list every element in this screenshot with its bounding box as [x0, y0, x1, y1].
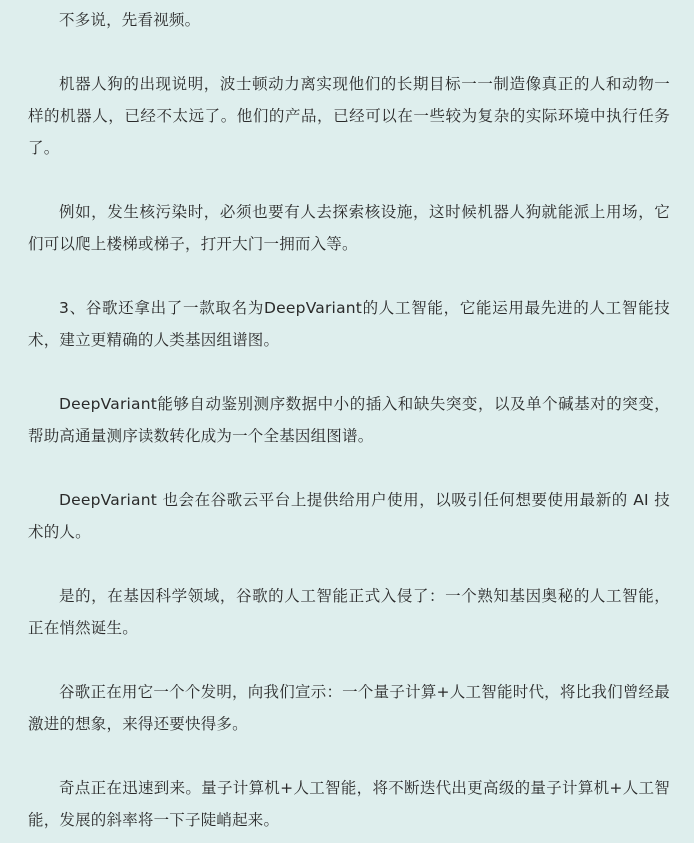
article-body [0, 4, 694, 836]
paragraph-deepvariant-function: DeepVariant能够自动鉴别测序数据中小的插入和缺失突变，以及单个碱基对的突变，帮助高通量测序读数转化成为一个全基因组图谱。 [28, 395, 670, 445]
paragraph-deepvariant-intro: 3、谷歌还拿出了一款取名为DeepVariant的人工智能，它能运用最先进的人工智能技术，建立更精确的人类基因组谱图。 [28, 299, 670, 349]
paragraph-gene-science: 是的，在基因科学领域，谷歌的人工智能正式入侵了：一个熟知基因奥秘的人工智能，正在悄然诞生。 [28, 587, 670, 637]
paragraph-quantum-ai: 谷歌正在用它一个个发明，向我们宣示：一个量子计算+人工智能时代，将比我们曾经最激进的想象，来得还要快得多。 [28, 683, 670, 733]
paragraph-robot-dog: 机器人狗的出现说明，波士顿动力离实现他们的长期目标一一制造像真正的人和动物一样的机器人，已经不太远了。他们的产品，已经可以在一些较为复杂的实际环境中执行任务了。 [28, 75, 670, 157]
paragraph-singularity: 奇点正在迅速到来。量子计算机+人工智能，将不断迭代出更高级的量子计算机+人工智能，发展的斜率将一下子陡峭起来。 [28, 779, 670, 829]
paragraph-intro: 不多说，先看视频。 [59, 11, 201, 29]
paragraph-deepvariant-cloud: DeepVariant 也会在谷歌云平台上提供给用户使用，以吸引任何想要使用最新的 AI 技术的人。 [28, 491, 670, 541]
paragraph-nuclear-example: 例如，发生核污染时，必须也要有人去探索核设施，这时候机器人狗就能派上用场，它们可以爬上楼梯或梯子，打开大门一拥而入等。 [28, 203, 670, 253]
